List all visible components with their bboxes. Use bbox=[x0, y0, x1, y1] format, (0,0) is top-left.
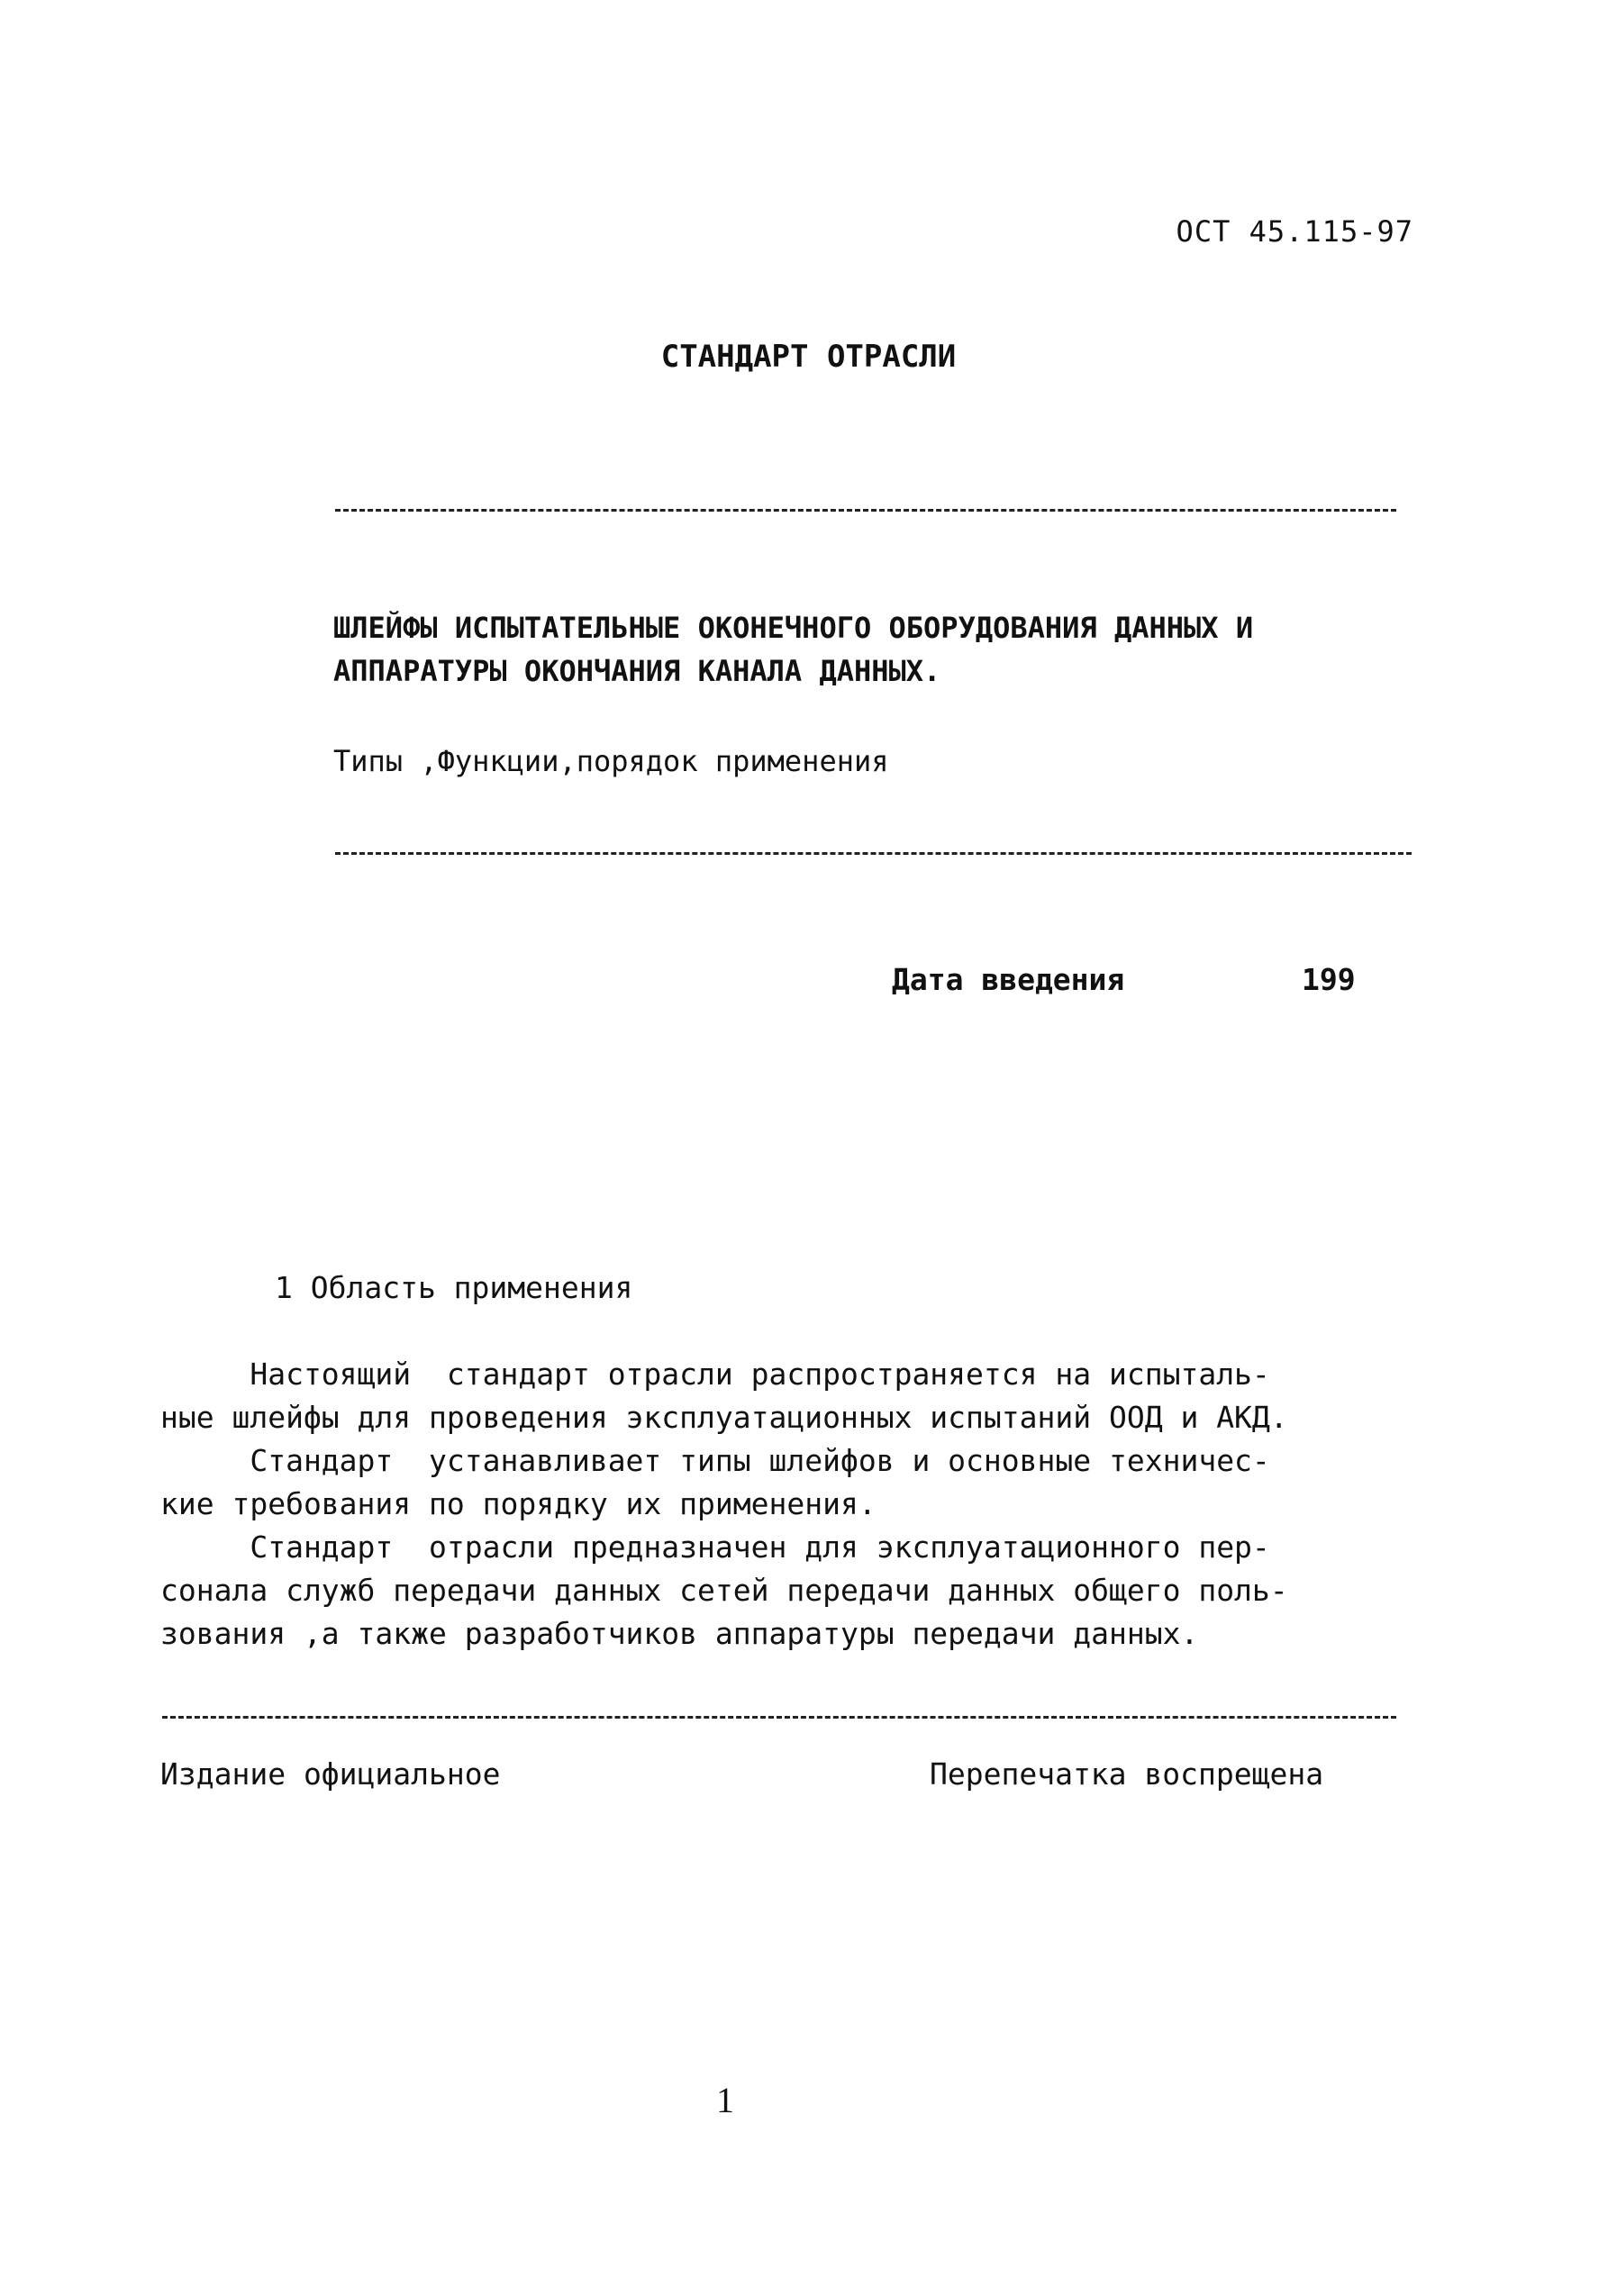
edition-note: Издание официальное bbox=[160, 1756, 501, 1792]
paragraph-line: зования ,а также разработчиков аппаратуры передачи данных. bbox=[160, 1616, 1199, 1651]
paragraph-line: сонала служб передачи данных сетей передачи данных общего поль- bbox=[160, 1573, 1288, 1608]
subject-line-2: АППАРАТУРЫ ОКОНЧАНИЯ КАНАЛА ДАННЫХ. bbox=[333, 654, 941, 688]
document-title: СТАНДАРТ ОТРАСЛИ bbox=[660, 339, 957, 375]
subject-subtitle: Типы ,Функции,порядок применения bbox=[333, 744, 889, 778]
section-heading: 1 Область применения bbox=[275, 1270, 633, 1305]
reprint-note: Перепечатка воспрещена bbox=[930, 1756, 1324, 1792]
intro-date-value: 199 bbox=[1302, 962, 1356, 997]
paragraph-line: ные шлейфы для проведения эксплуатационных испытаний ООД и АКД. bbox=[160, 1400, 1288, 1435]
paragraph-line: Стандарт отрасли предназначен для эксплуатационного пер- bbox=[160, 1529, 1270, 1565]
paragraph-line: Настоящий стандарт отрасли распространяется на испыталь- bbox=[160, 1357, 1270, 1392]
divider-footer bbox=[162, 1716, 1396, 1719]
divider-top bbox=[335, 509, 1396, 512]
paragraph-line: Стандарт устанавливает типы шлейфов и основные техничес- bbox=[160, 1443, 1270, 1478]
divider-bottom bbox=[335, 852, 1412, 855]
standard-code: ОСТ 45.115-97 bbox=[1176, 214, 1413, 249]
intro-date-label: Дата введения bbox=[892, 962, 1125, 997]
subject-line-1: ШЛЕЙФЫ ИСПЫТАТЕЛЬНЫЕ ОКОНЕЧНОГО ОБОРУДОВАНИЯ ДАННЫХ И bbox=[333, 611, 1254, 645]
paragraph-line: кие требования по порядку их применения. bbox=[160, 1486, 877, 1521]
page-number: 1 bbox=[716, 2080, 734, 2120]
